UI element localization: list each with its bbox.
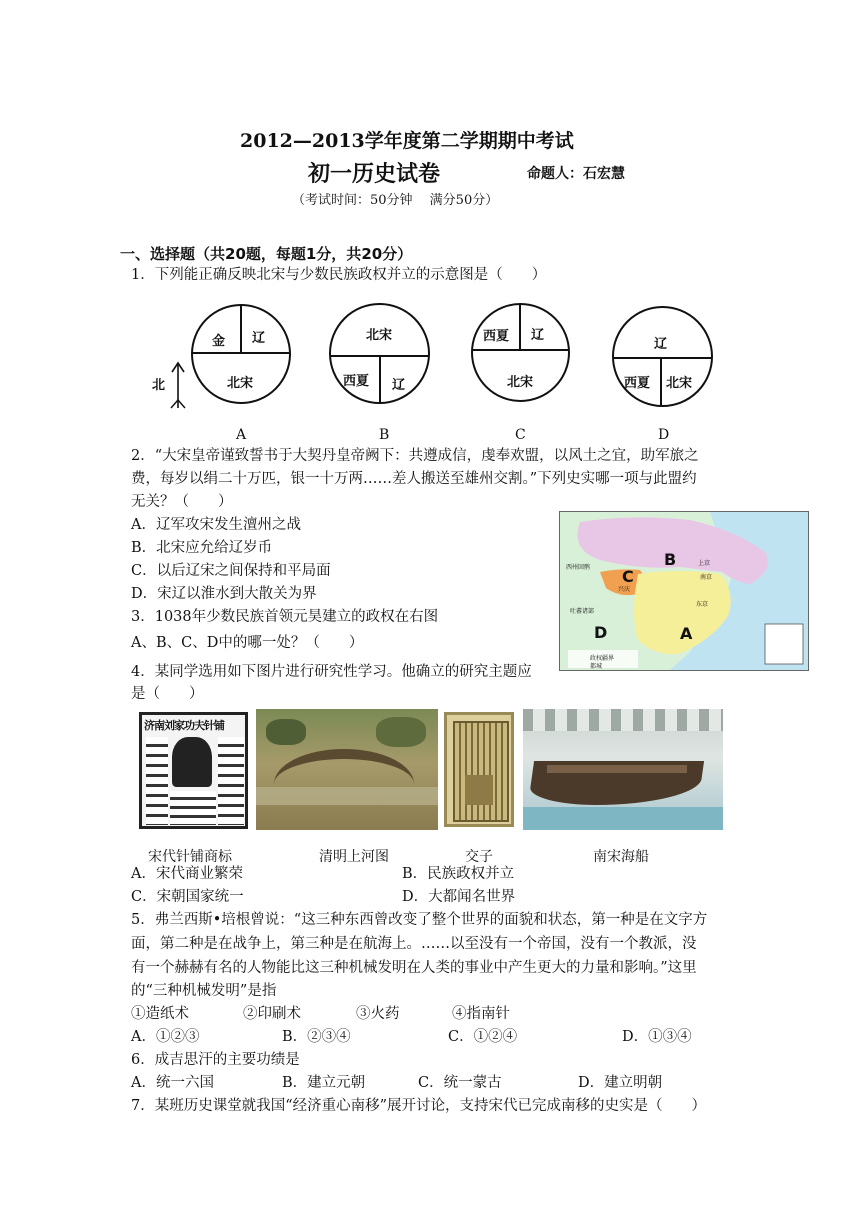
qingming-scroll-image (256, 709, 438, 830)
shop-sign-text: 济南刘家功夫针铺 (144, 719, 224, 732)
q4-option-c: C．宋朝国家统一 (131, 889, 244, 905)
q5-line: 的“三种机械发明”是指 (131, 983, 277, 999)
place-label: 上京 (698, 560, 711, 567)
place-label: 东京 (696, 601, 709, 608)
caption-jiaozi: 交子 (465, 849, 493, 865)
q5-item: ③火药 (356, 1006, 400, 1022)
region-label: 北宋 (666, 376, 693, 391)
region-label: 西夏 (624, 376, 651, 391)
q5-item: ①造纸术 (131, 1006, 189, 1022)
map-label-b: B (664, 550, 677, 569)
q2-line: 无关？（ ） (131, 494, 233, 510)
region-label: 西夏 (343, 374, 370, 389)
region-label: 西夏 (483, 329, 510, 344)
q5-item: ②印刷术 (243, 1006, 301, 1022)
place-label: 西州回鹘 (566, 564, 591, 571)
q6-stem: 6．成吉思汗的主要功绩是 (131, 1052, 300, 1068)
caption-needle-shop: 宋代针铺商标 (148, 849, 232, 865)
q3-line: 3．1038年少数民族首领元昊建立的政权在右图 (131, 609, 439, 625)
q5-option-b: B．②③④ (282, 1029, 351, 1045)
q4-option-b: B．民族政权并立 (402, 866, 515, 882)
q2-option-d: D．宋辽以淮水到大散关为界 (131, 586, 317, 602)
q5-line: 5．弗兰西斯•培根曾说：“这三种东西曾改变了整个世界的面貌和状态，第一种是在文字方 (131, 912, 708, 928)
q5-option-d: D．①③④ (622, 1029, 692, 1045)
q2-option-c: C．以后辽宋之间保持和平局面 (131, 563, 331, 579)
q2-line: 费，每岁以绢二十万匹，银一十万两……差人搬送至雄州交割。”下列史实哪一项与此盟约 (131, 471, 697, 487)
jiaozi-banknote-image (444, 712, 514, 827)
q3-line: A、B、C、D中的哪一处？（ ） (131, 635, 364, 651)
map-legend-border: 政权疆界 (590, 655, 615, 662)
exam-title: 2012—2013学年度第二学期期中考试 (240, 130, 574, 152)
q5-option-c: C．①②④ (448, 1029, 518, 1045)
song-liao-xixia-map (559, 511, 809, 671)
q7-stem: 7．某班历史课堂就我国“经济重心南移”展开讨论，支持宋代已完成南移的史实是（ ） (131, 1098, 707, 1114)
option-label-d: D (658, 427, 670, 443)
exam-info: （考试时间：50分钟 满分50分） (292, 193, 499, 208)
q5-line: 有一个赫赫有名的人物能比这三种机械发明在人类的事业中产生更大的力量和影响。”这里 (131, 960, 697, 976)
q6-option-d: D．建立明朝 (578, 1075, 663, 1091)
q4-line: 4．某同学选用如下图片进行研究性学习。他确立的研究主题应 (131, 664, 532, 680)
paper-subtitle: 初一历史试卷 (308, 161, 441, 187)
region-label: 辽 (531, 328, 545, 343)
q6-option-a: A．统一六国 (131, 1075, 214, 1091)
q4-line: 是（ ） (131, 686, 204, 702)
southern-song-ship-image (523, 709, 723, 830)
map-label-c: C (622, 567, 634, 586)
q5-option-a: A．①②③ (131, 1029, 200, 1045)
map-label-a: A (680, 624, 693, 643)
option-label-c: C (515, 427, 526, 443)
q4-option-a: A．宋代商业繁荣 (131, 866, 243, 882)
region-label: 北宋 (366, 328, 393, 343)
north-label: 北 (152, 378, 166, 393)
region-label: 辽 (252, 331, 266, 346)
place-label: 兴庆 (618, 586, 631, 593)
q2-option-b: B．北宋应允给辽岁币 (131, 540, 273, 556)
author: 命题人：石宏慧 (527, 166, 625, 182)
map-label-d: D (594, 623, 608, 642)
place-label: 南京 (700, 574, 713, 581)
q1-stem: 1．下列能正确反映北宋与少数民族政权并立的示意图是（ ） (131, 267, 547, 283)
q6-option-b: B．建立元朝 (282, 1075, 366, 1091)
arrow-up-icon (168, 360, 188, 410)
option-label-b: B (379, 427, 390, 443)
caption-ship: 南宋海船 (593, 849, 649, 865)
section-heading: 一、选择题（共20题，每题1分，共20分） (120, 245, 413, 263)
needle-shop-trademark-image (139, 712, 248, 829)
region-label: 北宋 (227, 376, 254, 391)
q2-line: 2．“大宋皇帝谨致誓书于大契丹皇帝阙下：共遵成信，虔奉欢盟，以风土之宜，助军旅之 (131, 448, 699, 464)
region-label: 金 (212, 334, 226, 349)
q5-item: ④指南针 (452, 1006, 510, 1022)
q6-option-c: C．统一蒙古 (418, 1075, 502, 1091)
region-label: 辽 (392, 378, 406, 393)
region-label: 北宋 (507, 375, 534, 390)
option-label-a: A (236, 427, 247, 443)
map-legend-capital: 都城 (590, 663, 603, 670)
caption-qingming: 清明上河图 (319, 849, 389, 865)
place-label: 吐蕃诸部 (570, 608, 595, 615)
region-label: 辽 (654, 337, 668, 352)
q4-option-d: D．大都闻名世界 (402, 889, 516, 905)
q2-option-a: A．辽军攻宋发生澶州之战 (131, 517, 301, 533)
q5-line: 面，第二种是在战争上，第三种是在航海上。……以至没有一个帝国，没有一个教派，没 (131, 936, 697, 952)
